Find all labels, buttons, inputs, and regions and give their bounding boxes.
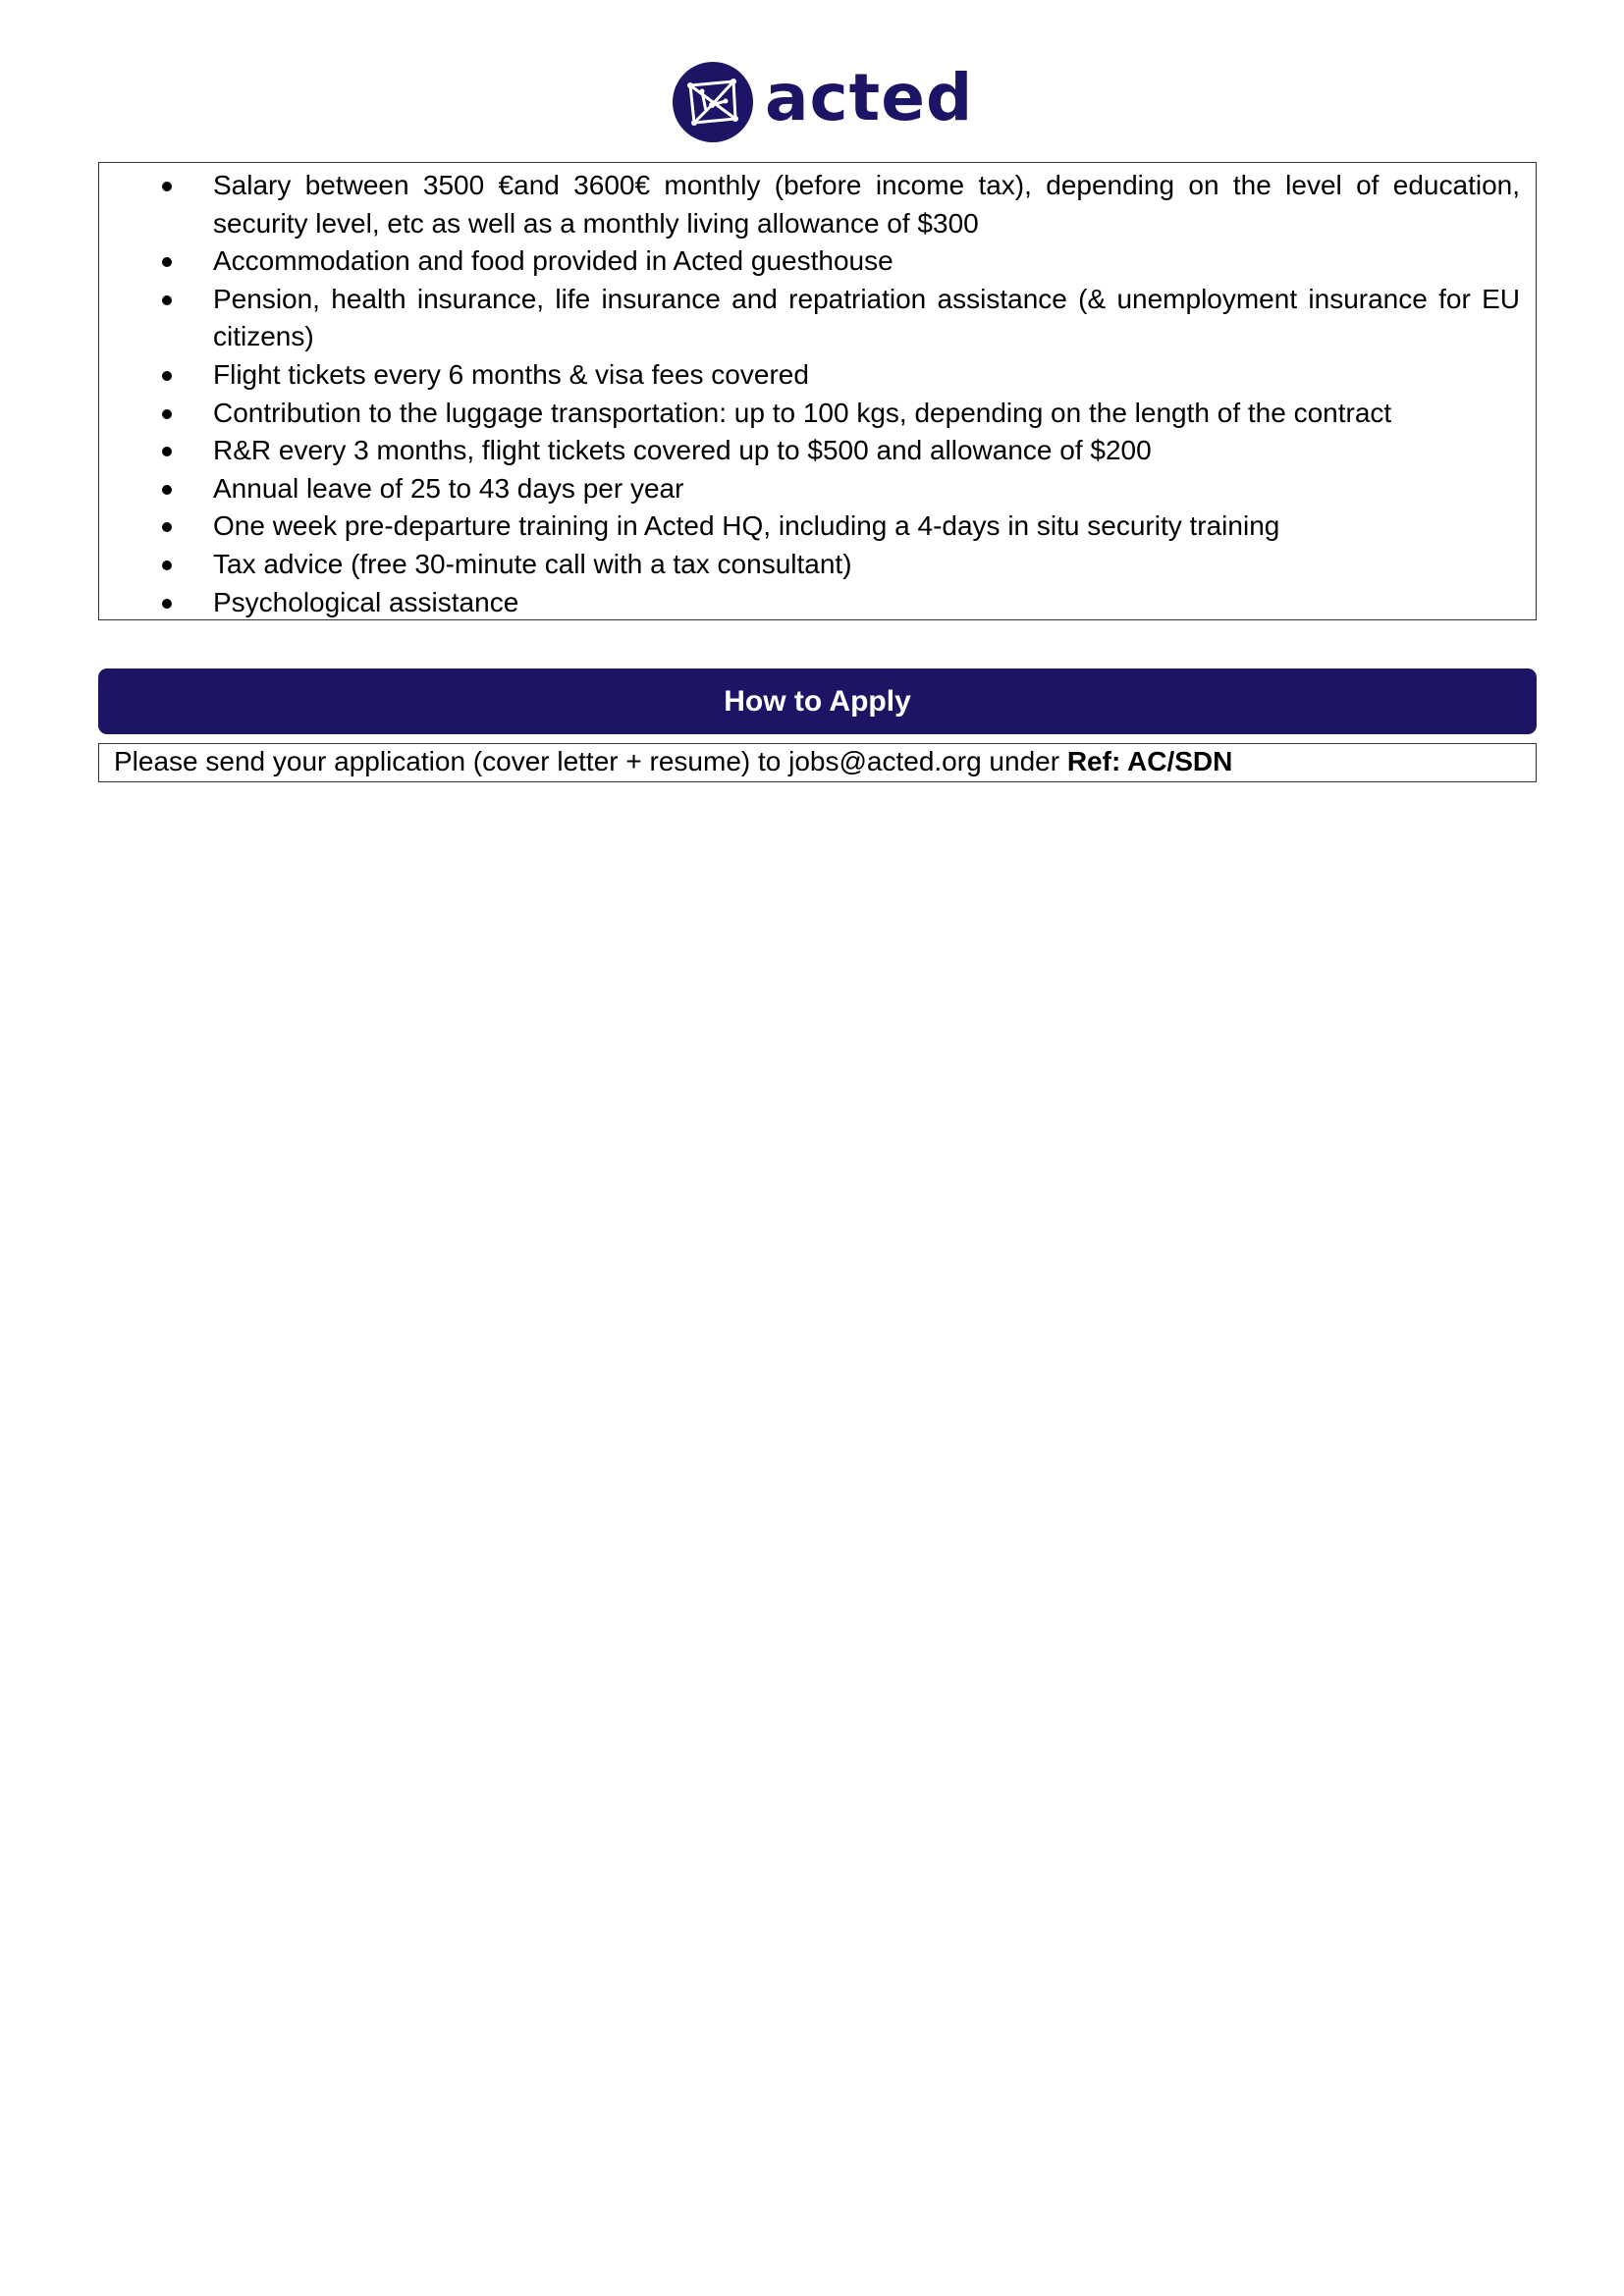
bullet-icon bbox=[162, 599, 172, 609]
reference-code: Ref: AC/SDN bbox=[1066, 746, 1233, 776]
bullet-icon bbox=[162, 485, 172, 495]
benefit-item bbox=[99, 395, 1536, 433]
application-instructions: Please send your application (cover letter + resume) to jobs@acted.org under bbox=[114, 746, 1067, 776]
benefit-text: Accommodation and food provided in Acted guesthouse bbox=[213, 245, 893, 277]
bullet-icon bbox=[162, 295, 172, 305]
benefit-text: Salary between 3500 €and 3600€ monthly (before income tax), depending on the level of education, security level, etc as well as a monthly living allowance of $300 bbox=[213, 170, 1520, 239]
benefit-item bbox=[99, 546, 1536, 584]
benefits-list bbox=[99, 167, 1536, 621]
bullet-icon bbox=[162, 522, 172, 532]
benefits-box bbox=[98, 162, 1537, 620]
how-to-apply-heading: How to Apply bbox=[724, 684, 911, 718]
bullet-icon bbox=[162, 182, 172, 191]
benefit-item bbox=[99, 281, 1536, 356]
benefit-item bbox=[99, 242, 1536, 281]
benefit-text: Contribution to the luggage transportation: up to 100 kgs, depending on the length of the contract bbox=[213, 397, 1392, 428]
benefit-item bbox=[99, 584, 1536, 622]
benefit-item bbox=[99, 432, 1536, 470]
benefit-text: Annual leave of 25 to 43 days per year bbox=[213, 472, 684, 504]
how-to-apply-box bbox=[98, 743, 1537, 782]
benefit-text: One week pre-departure training in Acted HQ, including a 4-days in situ security training bbox=[213, 510, 1280, 542]
brand-wordmark: acted bbox=[765, 60, 974, 135]
bullet-icon bbox=[162, 409, 172, 419]
benefit-text: R&R every 3 months, flight tickets covered up to $500 and allowance of $200 bbox=[213, 435, 1152, 466]
benefit-text: Flight tickets every 6 months & visa fees covered bbox=[213, 358, 809, 390]
bullet-icon bbox=[162, 447, 172, 456]
benefit-item bbox=[99, 167, 1536, 242]
benefit-text: Psychological assistance bbox=[213, 586, 519, 617]
bullet-icon bbox=[162, 371, 172, 381]
bullet-icon bbox=[162, 561, 172, 570]
acted-logo bbox=[673, 61, 973, 143]
how-to-apply-header bbox=[98, 668, 1537, 734]
benefit-item bbox=[99, 356, 1536, 395]
benefit-text: Tax advice (free 30-minute call with a tax consultant) bbox=[213, 548, 852, 579]
acted-globe-logo-icon bbox=[673, 62, 753, 142]
benefit-item bbox=[99, 470, 1536, 508]
bullet-icon bbox=[162, 257, 172, 267]
benefit-item bbox=[99, 507, 1536, 546]
benefit-text: Pension, health insurance, life insurance and repatriation assistance (& unemployment insurance for EU citizens) bbox=[213, 283, 1520, 352]
